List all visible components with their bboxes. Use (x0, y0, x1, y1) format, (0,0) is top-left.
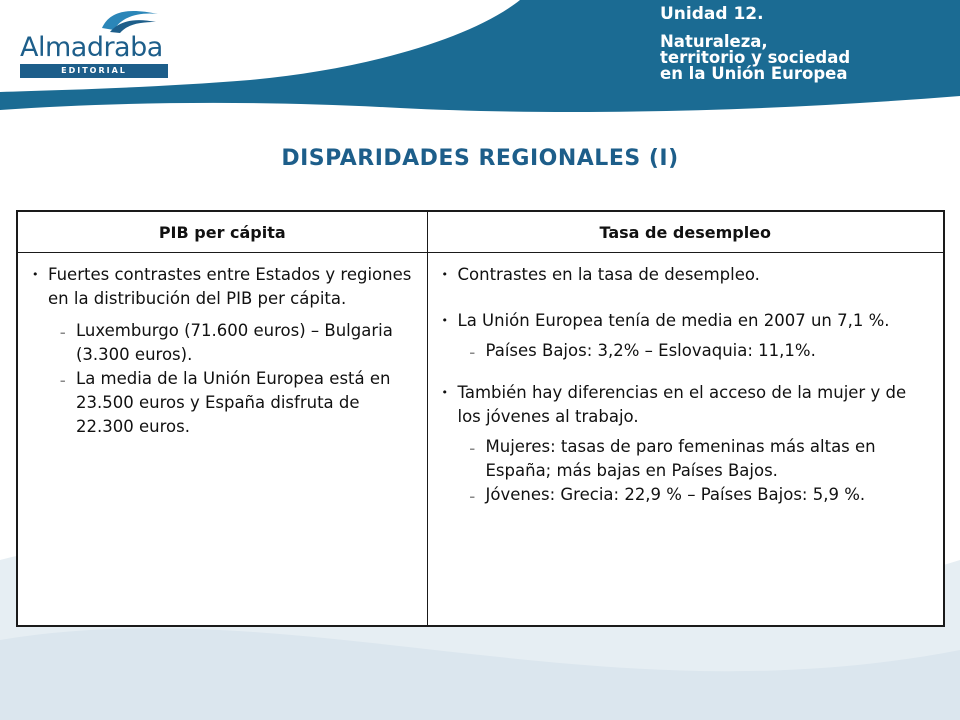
list-item: • Contrastes en la tasa de desempleo. (438, 263, 934, 287)
logo-wave-icon (100, 6, 160, 34)
unit-heading (660, 4, 950, 82)
pib-list (28, 263, 417, 439)
pib-cell (17, 253, 427, 627)
unit-title (660, 34, 950, 82)
column-header-pib: PIB per cápita (17, 211, 427, 253)
logo-editorial-bar: EDITORIAL (20, 64, 168, 78)
logo-wordmark: Almadraba (20, 32, 163, 63)
desempleo-cell (427, 253, 944, 627)
column-header-desempleo: Tasa de desempleo (427, 211, 944, 253)
list-item: • También hay diferencias en el acceso de la mujer y de los jóvenes al trabajo. (438, 381, 934, 429)
comparison-table (16, 210, 945, 627)
slide-title: DISPARIDADES REGIONALES (I) (281, 146, 679, 171)
list-subitem: – Luxemburgo (71.600 euros) – Bulgaria (3.300 euros). (28, 319, 417, 367)
list-item: • La Unión Europea tenía de media en 2007 un 7,1 %. (438, 309, 934, 333)
publisher-logo (14, 6, 164, 76)
list-subitem: – Jóvenes: Grecia: 22,9 % – Países Bajos: 5,9 %. (438, 483, 934, 507)
unit-number: Unidad 12. (660, 4, 764, 24)
unit-title-line: territorio y sociedad (660, 48, 851, 67)
list-subitem: – Países Bajos: 3,2% – Eslovaquia: 11,1%. (438, 339, 934, 363)
list-subitem: – La media de la Unión Europea está en 23.500 euros y España disfruta de 22.300 euros. (28, 367, 417, 439)
table-header-row (17, 211, 944, 253)
table-row (17, 253, 944, 627)
list-item: • Fuertes contrastes entre Estados y regiones en la distribución del PIB per cápita. (28, 263, 417, 311)
unit-title-line: en la Unión Europea (660, 64, 848, 83)
unit-title-line: Naturaleza, (660, 32, 768, 51)
desempleo-list (438, 263, 934, 507)
list-subitem: – Mujeres: tasas de paro femeninas más altas en España; más bajas en Países Bajos. (438, 435, 934, 483)
